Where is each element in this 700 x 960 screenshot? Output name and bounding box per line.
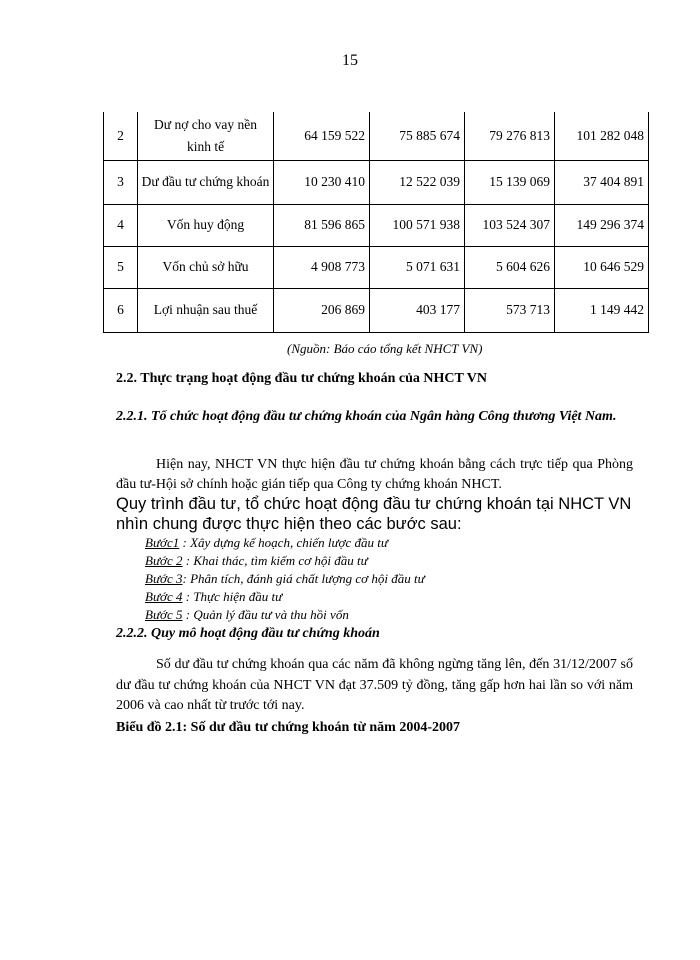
paragraph-intro: Hiện nay, NHCT VN thực hiện đầu tư chứng khoán bằng cách trực tiếp qua Phòng đầu tư-Hội sở chính hoặc gián tiếp qua Công ty chứng khoán NHCT. <box>116 457 633 492</box>
cell-value: 81 596 865 <box>274 204 370 246</box>
cell-value: 149 296 374 <box>555 204 649 246</box>
cell-value: 101 282 048 <box>555 112 649 160</box>
list-item <box>145 570 425 588</box>
cell-value: 206 869 <box>274 288 370 332</box>
row-index: 4 <box>104 204 138 246</box>
step-key: Bước 5 <box>145 607 183 622</box>
list-item <box>145 552 425 570</box>
step-text: : Quản lý đầu tư và thu hồi vốn <box>182 607 349 622</box>
step-list <box>145 534 425 624</box>
page-number: 15 <box>342 52 358 69</box>
step-key: Bước1 <box>145 535 180 550</box>
step-text: : Thực hiện đầu tư <box>182 589 283 604</box>
cell-value: 37 404 891 <box>555 160 649 204</box>
row-label: Vốn huy động <box>138 204 274 246</box>
table-row <box>104 204 649 246</box>
step-text: : Phân tích, đánh giá chất lượng cơ hội đầu tư <box>182 571 425 586</box>
paragraph-scale: Số dư đầu tư chứng khoán qua các năm đã không ngừng tăng lên, đến 31/12/2007 số dư đầu tư chứng khoán của NHCT VN đạt 37.509 tỷ đồng, tăng gấp hơn hai lần so với năm 2006 và cao nhất từ trước tới nay. <box>116 657 633 713</box>
step-key: Bước 3 <box>145 571 183 586</box>
cell-value: 5 604 626 <box>465 246 555 288</box>
cell-value: 10 230 410 <box>274 160 370 204</box>
cell-value: 75 885 674 <box>370 112 465 160</box>
row-label: Dư đầu tư chứng khoán <box>138 160 274 204</box>
row-label: Lợi nhuận sau thuế <box>138 288 274 332</box>
cell-value: 15 139 069 <box>465 160 555 204</box>
process-intro: Quy trình đầu tư, tổ chức hoạt động đầu tư chứng khoán tại NHCT VN nhìn chung được thực hiện theo các bước sau: <box>116 495 632 533</box>
step-text: : Xây dựng kế hoạch, chiến lược đầu tư <box>179 535 388 550</box>
table-row <box>104 160 649 204</box>
step-key: Bước 4 <box>145 589 183 604</box>
cell-value: 403 177 <box>370 288 465 332</box>
table-row <box>104 246 649 288</box>
step-text: : Khai thác, tìm kiếm cơ hội đầu tư <box>182 553 368 568</box>
row-index: 5 <box>104 246 138 288</box>
row-index: 6 <box>104 288 138 332</box>
cell-value: 573 713 <box>465 288 555 332</box>
table-row <box>104 288 649 332</box>
cell-value: 100 571 938 <box>370 204 465 246</box>
row-index: 2 <box>104 112 138 160</box>
source-note: (Nguồn: Báo cáo tổng kết NHCT VN) <box>287 341 483 356</box>
row-label: Vốn chủ sở hữu <box>138 246 274 288</box>
list-item <box>145 588 425 606</box>
section-heading-2-2: 2.2. Thực trạng hoạt động đầu tư chứng khoán của NHCT VN <box>116 371 488 386</box>
table-row <box>104 112 649 160</box>
section-heading-2-2-2: 2.2.2. Quy mô hoạt động đầu tư chứng khoán <box>116 626 380 641</box>
cell-value: 12 522 039 <box>370 160 465 204</box>
cell-value: 5 071 631 <box>370 246 465 288</box>
chart-caption: Biểu đồ 2.1: Số dư đầu tư chứng khoán từ năm 2004-2007 <box>116 720 461 735</box>
row-label: Dư nợ cho vay nền kinh tế <box>138 112 274 160</box>
cell-value: 1 149 442 <box>555 288 649 332</box>
cell-value: 103 524 307 <box>465 204 555 246</box>
section-heading-2-2-1: 2.2.1. Tổ chức hoạt động đầu tư chứng khoán của Ngân hàng Công thương Việt Nam. <box>116 409 617 424</box>
list-item <box>145 534 425 552</box>
financial-table <box>103 112 649 333</box>
cell-value: 64 159 522 <box>274 112 370 160</box>
cell-value: 10 646 529 <box>555 246 649 288</box>
cell-value: 79 276 813 <box>465 112 555 160</box>
step-key: Bước 2 <box>145 553 183 568</box>
cell-value: 4 908 773 <box>274 246 370 288</box>
row-index: 3 <box>104 160 138 204</box>
list-item <box>145 606 425 624</box>
